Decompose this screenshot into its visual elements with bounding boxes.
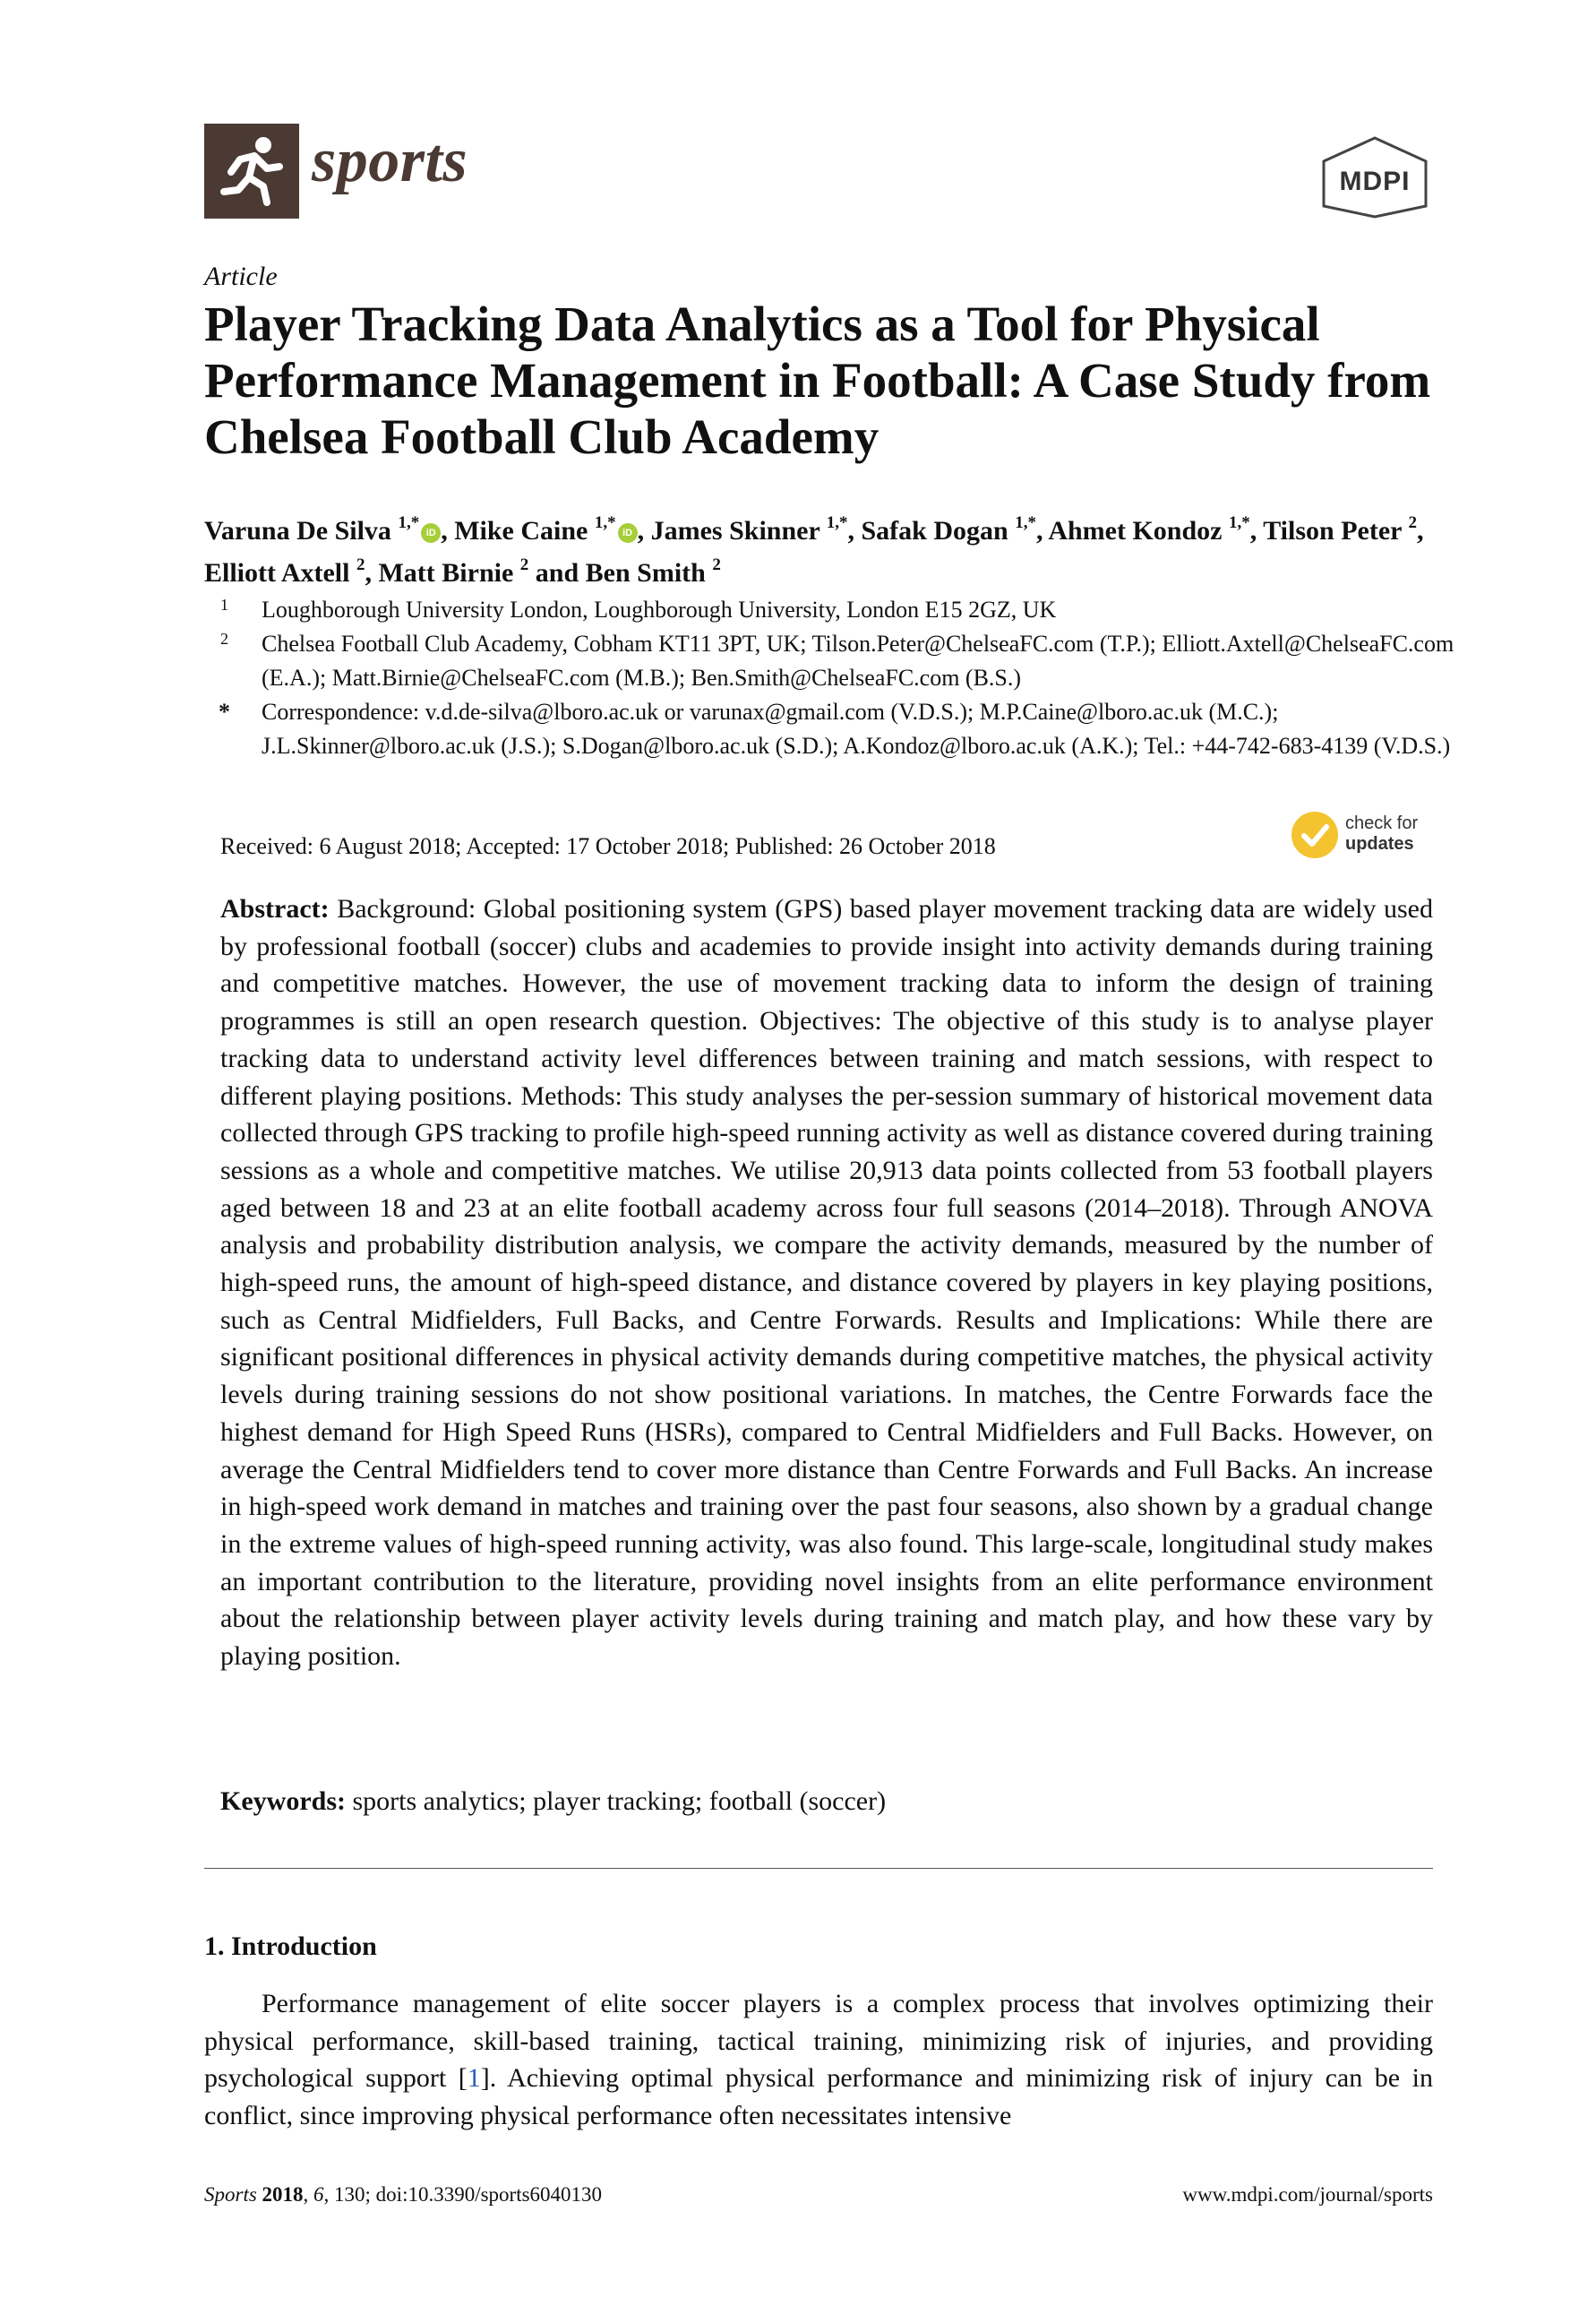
- journal-header: [204, 124, 1433, 222]
- author: James Skinner: [650, 516, 820, 546]
- correspondence-marker: *: [219, 699, 230, 725]
- mdpi-logo: [1317, 134, 1433, 220]
- affiliation-1: [204, 593, 1458, 627]
- author-affiliation-marker: 2: [712, 555, 721, 574]
- abstract-label: Abstract:: [220, 894, 330, 924]
- keywords-label: Keywords:: [220, 1786, 346, 1816]
- author: Mike Caine: [454, 516, 588, 546]
- author-list: Varuna De Silva $^{1,*}$iD , Mike Caine $^{1,*}$iD , James Skinner $^{1,*}$, Safak Dogan $^{1,*}$, Ahmet Kondoz $^{1,*}$, Tilson Peter $^2$, Elliott Axtell $^2$, Matt Birnie $^2$ and Ben Smith $^2$: [204, 513, 1424, 588]
- correspondence: [204, 695, 1458, 763]
- divider: [204, 1868, 1433, 1869]
- affiliation-marker: 2: [220, 630, 228, 648]
- running-person-icon: [204, 124, 299, 219]
- author-affiliation-marker: 2: [356, 555, 365, 574]
- introduction-paragraph: Performance management of elite soccer players is a complex process that involves optimizing their physical performance, skill-based training, tactical training, minimizing risk of injuries, and providing psychological support [1]. Achieving optimal physical performance and minimizing risk of injury can be in conflict, since improving physical performance often necessitates intensive: [204, 1989, 1433, 2131]
- author-affiliation-marker: 1,*: [1229, 513, 1250, 532]
- footer-url[interactable]: www.mdpi.com/journal/sports: [1182, 2183, 1433, 2206]
- keywords: [220, 1786, 1433, 1817]
- orcid-icon[interactable]: iD: [421, 523, 441, 543]
- checkmark-icon: [1291, 812, 1338, 858]
- citation-link[interactable]: 1: [467, 2063, 481, 2094]
- keywords-text: sports analytics; player tracking; football (soccer): [352, 1786, 887, 1816]
- check-for-updates-badge[interactable]: [1288, 808, 1440, 867]
- affiliation-text: Chelsea Football Club Academy, Cobham KT11 3PT, UK; Tilson.Peter@ChelseaFC.com (T.P.); Elliott.Axtell@ChelseaFC.com (E.A.); Matt.Birnie@ChelseaFC.com (M.B.); Ben.Smith@ChelseaFC.com (B.S.): [262, 631, 1454, 691]
- author: Tilson Peter: [1263, 516, 1402, 546]
- footer-citation: Sports 2018, 6, 130; doi:10.3390/sports6040130: [204, 2183, 603, 2206]
- author: Ben Smith: [585, 558, 706, 588]
- check-for-updates-label: check for updates: [1345, 813, 1419, 854]
- affiliations: [204, 593, 1458, 763]
- affiliation-text: Loughborough University London, Loughborough University, London E15 2GZ, UK: [262, 597, 1057, 623]
- author: Matt Birnie: [378, 558, 514, 588]
- author-affiliation-marker: 2: [519, 555, 529, 574]
- author-affiliation-marker: 1,*: [1015, 513, 1036, 532]
- abstract-text: Background: Global positioning system (GPS) based player movement tracking data are widely used by professional football (soccer) clubs and academies to provide insight into activity demands during training and competitive matches. However, the use of movement tracking data to inform the design of training programmes is still an open research question. Objectives: The objective of this study is to analyse player tracking data to understand activity level differences between training and match sessions, with respect to different playing positions. Methods: This study analyses the per-session summary of historical movement data collected through GPS tracking to profile high-speed running activity as well as distance covered during training sessions as a whole and competitive matches. We utilise 20,913 data points collected from 53 football players aged between 18 and 23 at an elite football academy across four full seasons (2014–2018). Through ANOVA analysis and probability distribution analysis, we compare the activity demands, measured by the number of high-speed runs, the amount of high-speed distance, and distance covered by players in key playing positions, such as Central Midfielders, Full Backs, and Centre Forwards. Results and Implications: While there are significant positional differences in physical activity demands during competitive matches, the physical activity levels during training sessions do not show positional variations. In matches, the Centre Forwards face the highest demand for High Speed Runs (HSRs), compared to Central Midfielders and Full Backs. However, on average the Central Midfielders tend to cover more distance than Centre Forwards and Full Backs. An increase in high-speed work demand in matches and training over the past four seasons, also shown by a gradual change in the extreme values of high-speed running activity, was also found. This large-scale, longitudinal study makes an important contribution to the literature, providing novel insights from an elite performance environment about the relationship between player activity levels during training and match play, and how these vary by playing position.: [220, 894, 1434, 1672]
- author-affiliation-marker: 1,*: [826, 513, 848, 532]
- abstract: [220, 890, 1433, 1675]
- affiliation-2: [204, 627, 1458, 695]
- section-heading: 1. Introduction: [204, 1931, 377, 1961]
- author: Varuna De Silva: [204, 516, 391, 546]
- author-affiliation-marker: 1,*: [594, 513, 616, 532]
- author: Elliott Axtell: [204, 558, 350, 588]
- author-affiliation-marker: 2: [1408, 513, 1417, 532]
- orcid-icon[interactable]: iD: [618, 523, 638, 543]
- correspondence-text: Correspondence: v.d.de-silva@lboro.ac.uk or varunax@gmail.com (V.D.S.); M.P.Caine@lboro.ac.uk (M.C.); J.L.Skinner@lboro.ac.uk (J.S.); S.Dogan@lboro.ac.uk (S.D.); A.Kondoz@lboro.ac.uk (A.K.); Tel.: +44-742-683-4139 (V.D.S.): [262, 699, 1451, 759]
- publication-dates: Received: 6 August 2018; Accepted: 17 October 2018; Published: 26 October 2018: [220, 833, 996, 859]
- publisher-name: MDPI: [1339, 167, 1411, 196]
- journal-name: sports: [312, 126, 468, 195]
- affiliation-marker: 1: [220, 596, 228, 614]
- article-type: Article: [204, 262, 278, 291]
- paper-title: Player Tracking Data Analytics as a Tool for Physical Performance Management in Football: A Case Study from Chelsea Football Club Academy: [204, 297, 1431, 464]
- author-affiliation-marker: 1,*: [398, 513, 420, 532]
- author: Safak Dogan: [861, 516, 1008, 546]
- author: Ahmet Kondoz: [1048, 516, 1223, 546]
